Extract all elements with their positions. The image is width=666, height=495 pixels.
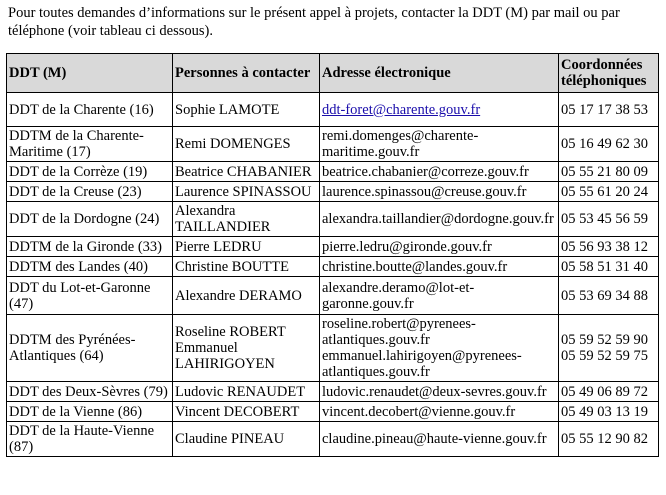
table-row <box>7 422 659 457</box>
cell-email <box>320 402 559 422</box>
table-row <box>7 93 659 127</box>
cell-phone <box>559 382 659 402</box>
cell-persons <box>173 402 320 422</box>
cell-ddt: DDT de la Vienne (86) <box>7 402 173 422</box>
cell-ddt: DDTM de la Charente-Maritime (17) <box>7 127 173 162</box>
phone-number: 05 56 93 38 12 <box>561 238 648 255</box>
cell-email <box>320 237 559 257</box>
cell-phone <box>559 162 659 182</box>
cell-email <box>320 422 559 457</box>
cell-ddt: DDTM de la Gironde (33) <box>7 237 173 257</box>
cell-phone <box>559 277 659 315</box>
cell-email <box>320 202 559 237</box>
cell-ddt: DDT de la Dordogne (24) <box>7 202 173 237</box>
person-name: Alexandra TAILLANDIER <box>175 203 271 235</box>
phone-number: 05 55 21 80 09 <box>561 163 648 180</box>
table-row <box>7 257 659 277</box>
email-address: claudine.pineau@haute-vienne.gouv.fr <box>322 431 547 447</box>
table-row <box>7 182 659 202</box>
person-name: Emmanuel LAHIRIGOYEN <box>175 340 275 372</box>
table-row <box>7 277 659 315</box>
cell-phone <box>559 402 659 422</box>
email-address: alexandra.taillandier@dordogne.gouv.fr <box>322 211 554 227</box>
person-name: Beatrice CHABANIER <box>175 163 312 180</box>
phone-number: 05 55 12 90 82 <box>561 431 648 447</box>
cell-persons <box>173 257 320 277</box>
email-address: beatrice.chabanier@correze.gouv.fr <box>322 163 529 180</box>
cell-persons <box>173 315 320 382</box>
table-row <box>7 237 659 257</box>
person-name: Laurence SPINASSOU <box>175 183 312 200</box>
table-row <box>7 202 659 237</box>
cell-persons <box>173 162 320 182</box>
cell-email <box>320 257 559 277</box>
cell-persons <box>173 127 320 162</box>
cell-ddt: DDT de la Creuse (23) <box>7 182 173 202</box>
cell-ddt: DDT des Deux-Sèvres (79) <box>7 382 173 402</box>
table-row <box>7 382 659 402</box>
cell-persons <box>173 277 320 315</box>
cell-ddt: DDT de la Charente (16) <box>7 93 173 127</box>
phone-number: 05 53 69 34 88 <box>561 287 648 304</box>
person-name: Claudine PINEAU <box>175 431 285 447</box>
cell-persons <box>173 93 320 127</box>
person-name: Remi DOMENGES <box>175 136 291 152</box>
cell-ddt: DDT de la Haute-Vienne (87) <box>7 422 173 457</box>
email-address: vincent.decobert@vienne.gouv.fr <box>322 403 516 420</box>
email-address: pierre.ledru@gironde.gouv.fr <box>322 238 492 255</box>
phone-number: 05 55 61 20 24 <box>561 183 648 200</box>
person-name: Pierre LEDRU <box>175 238 262 255</box>
phone-number: 05 49 03 13 19 <box>561 403 648 420</box>
cell-phone <box>559 202 659 237</box>
phone-number: 05 16 49 62 30 <box>561 136 648 152</box>
cell-email <box>320 127 559 162</box>
cell-ddt: DDT de la Corrèze (19) <box>7 162 173 182</box>
cell-email <box>320 277 559 315</box>
phone-number: 05 53 45 56 59 <box>561 211 648 227</box>
header-ddt: DDT (M) <box>7 54 173 93</box>
table-row <box>7 127 659 162</box>
cell-persons <box>173 382 320 402</box>
cell-email <box>320 315 559 382</box>
header-phone: Coordonnées téléphoniques <box>559 54 659 93</box>
email-address: ludovic.renaudet@deux-sevres.gouv.fr <box>322 383 547 400</box>
table-header-row <box>7 54 659 93</box>
email-address: roseline.robert@pyrenees-atlantiques.gouv.fr <box>322 316 476 348</box>
email-address: remi.domenges@charente-maritime.gouv.fr <box>322 128 479 160</box>
email-link[interactable]: ddt-foret@charente.gouv.fr <box>322 101 481 118</box>
person-name: Vincent DECOBERT <box>175 403 300 420</box>
cell-phone <box>559 93 659 127</box>
cell-persons <box>173 237 320 257</box>
cell-phone <box>559 257 659 277</box>
email-address: laurence.spinassou@creuse.gouv.fr <box>322 183 527 200</box>
person-name: Sophie LAMOTE <box>175 101 280 118</box>
cell-email <box>320 382 559 402</box>
table-row <box>7 162 659 182</box>
cell-persons <box>173 182 320 202</box>
phone-number: 05 49 06 89 72 <box>561 383 648 400</box>
person-name: Christine BOUTTE <box>175 258 289 275</box>
person-name: Ludovic RENAUDET <box>175 383 306 400</box>
cell-ddt: DDTM des Landes (40) <box>7 257 173 277</box>
phone-number: 05 17 17 38 53 <box>561 101 648 118</box>
cell-persons <box>173 202 320 237</box>
email-address: alexandre.deramo@lot-et-garonne.gouv.fr <box>322 279 475 312</box>
cell-email <box>320 162 559 182</box>
cell-phone <box>559 315 659 382</box>
person-name: Roseline ROBERT <box>175 324 286 340</box>
table-row <box>7 315 659 382</box>
cell-phone <box>559 182 659 202</box>
intro-paragraph: Pour toutes demandes d’informations sur le présent appel à projets, contacter la DDT (M) par mail ou par téléphone (voir tableau ci dessous). <box>8 5 620 39</box>
person-name: Alexandre DERAMO <box>175 287 302 304</box>
email-address: christine.boutte@landes.gouv.fr <box>322 258 508 275</box>
cell-ddt: DDT du Lot-et-Garonne (47) <box>7 277 173 315</box>
cell-ddt: DDTM des Pyrénées-Atlantiques (64) <box>7 315 173 382</box>
cell-phone <box>559 237 659 257</box>
table-row <box>7 402 659 422</box>
contacts-table <box>6 53 659 457</box>
phone-number: 05 58 51 31 40 <box>561 258 648 275</box>
cell-email <box>320 93 559 127</box>
header-persons: Personnes à contacter <box>173 54 320 93</box>
email-address: emmanuel.lahirigoyen@pyrenees-atlantiques.gouv.fr <box>322 348 522 380</box>
cell-phone <box>559 127 659 162</box>
cell-phone <box>559 422 659 457</box>
cell-persons <box>173 422 320 457</box>
header-email: Adresse électronique <box>320 54 559 93</box>
cell-email <box>320 182 559 202</box>
phone-number: 05 59 52 59 75 <box>561 348 648 364</box>
phone-number: 05 59 52 59 90 <box>561 332 648 348</box>
